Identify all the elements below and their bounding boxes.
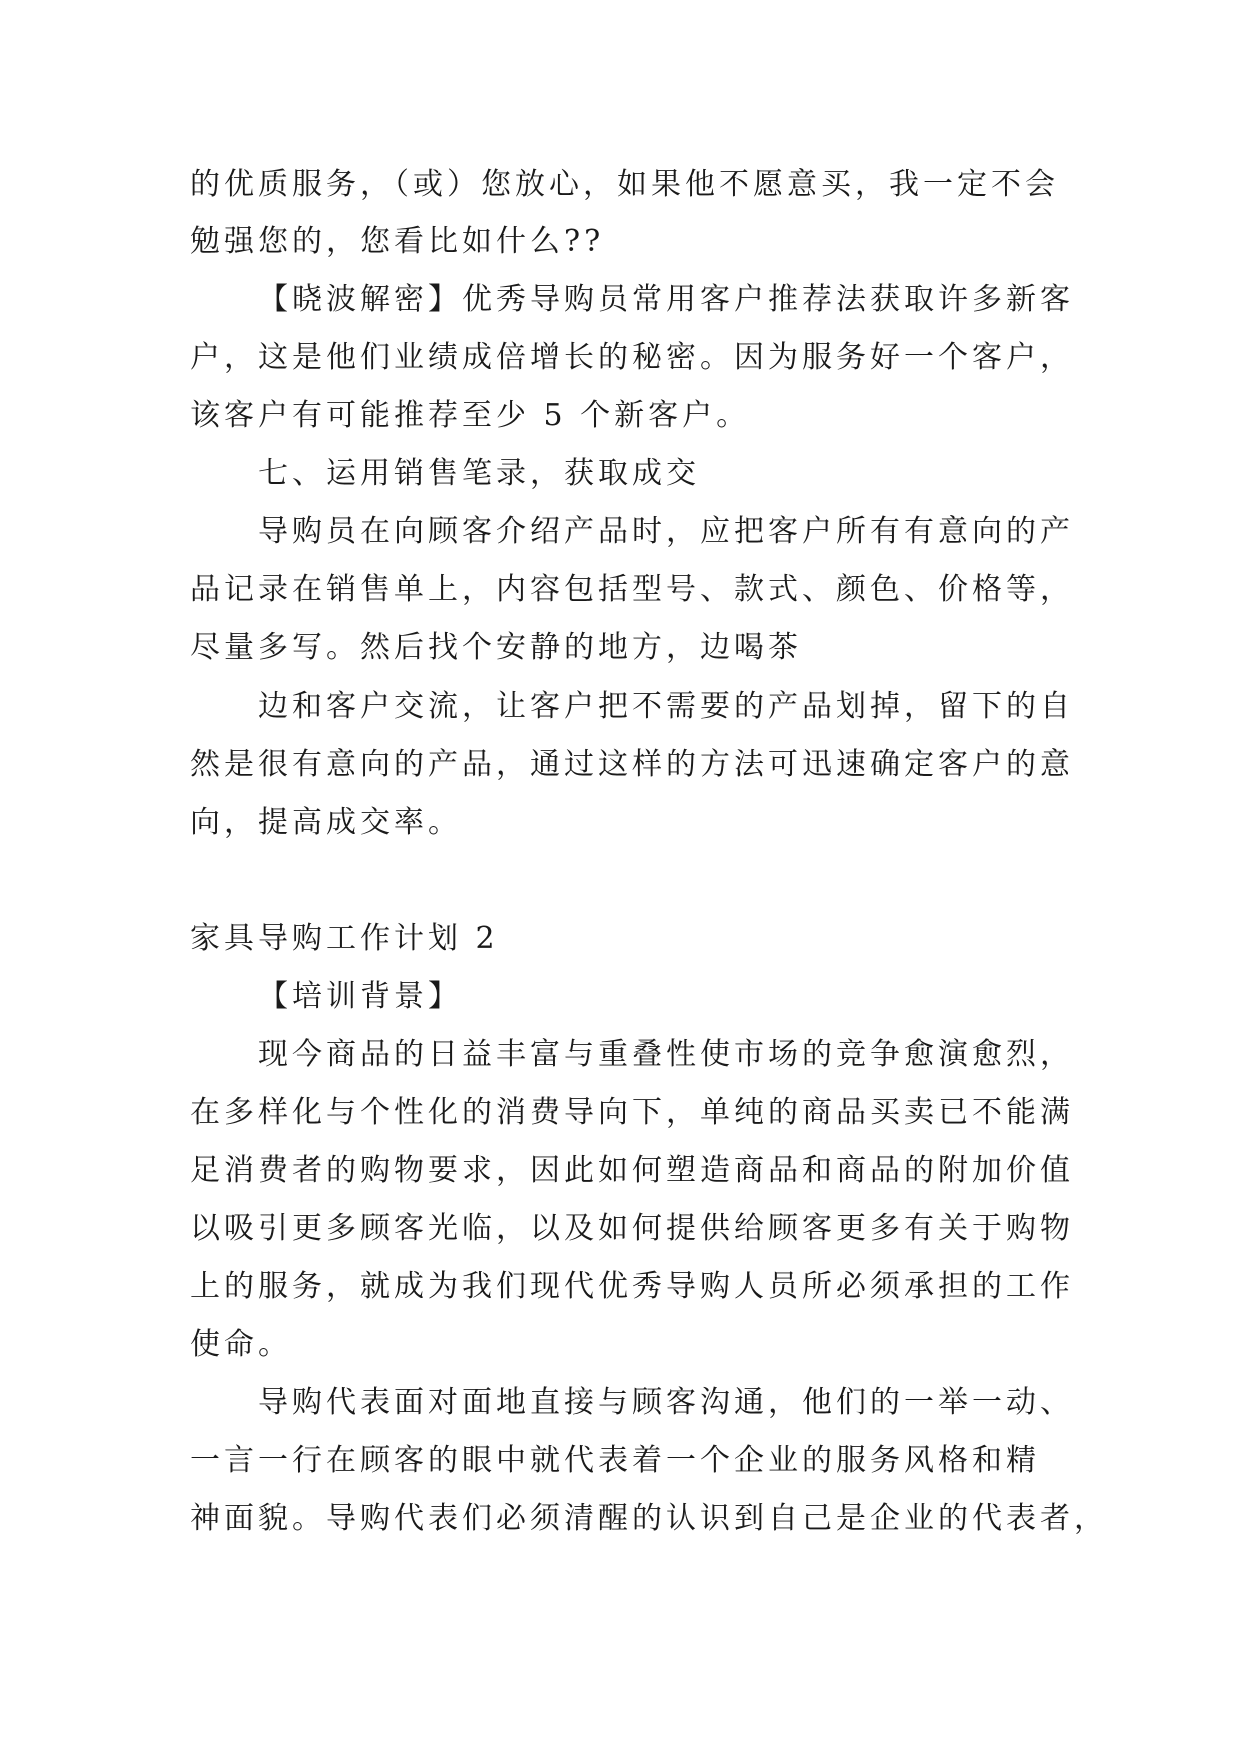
paragraph-training-background: 现今商品的日益丰富与重叠性使市场的竞争愈演愈烈， xyxy=(258,1037,1074,1072)
text-line: 向，提高成交率。 xyxy=(190,805,462,840)
text-line: 该客户有可能推荐至少 5 个新客户。 xyxy=(190,398,751,433)
text-line: 神面貌。导购代表们必须清醒的认识到自己是企业的代表者， xyxy=(190,1501,1108,1536)
paragraph-xiaobo-secret: 【晓波解密】优秀导购员常用客户推荐法获取许多新客 xyxy=(258,282,1074,317)
text-line: 上的服务，就成为我们现代优秀导购人员所必须承担的工作 xyxy=(190,1269,1074,1304)
text-line: 然是很有意向的产品，通过这样的方法可迅速确定客户的意 xyxy=(190,747,1074,782)
text-line: 使命。 xyxy=(190,1327,292,1362)
paragraph-sales-notes: 导购员在向顾客介绍产品时，应把客户所有有意向的产 xyxy=(258,514,1074,549)
text-line: 的优质服务，（或）您放心，如果他不愿意买，我一定不会 xyxy=(190,167,1059,202)
text-line: 户，这是他们业绩成倍增长的秘密。因为服务好一个客户， xyxy=(190,340,1074,375)
text-line: 一言一行在顾客的眼中就代表着一个企业的服务风格和精 xyxy=(190,1443,1040,1478)
paragraph-sales-representatives: 导购代表面对面地直接与顾客沟通，他们的一举一动、 xyxy=(258,1385,1074,1420)
text-line: 品记录在销售单上，内容包括型号、款式、颜色、价格等， xyxy=(190,572,1074,607)
text-line: 尽量多写。然后找个安静的地方，边喝茶 xyxy=(190,630,802,665)
text-line: 在多样化与个性化的消费导向下，单纯的商品买卖已不能满 xyxy=(190,1095,1074,1130)
text-line: 以吸引更多顾客光临，以及如何提供给顾客更多有关于购物 xyxy=(190,1211,1074,1246)
document-title: 家具导购工作计划 2 xyxy=(190,921,499,956)
training-background-heading: 【培训背景】 xyxy=(258,979,462,1014)
text-line: 足消费者的购物要求，因此如何塑造商品和商品的附加价值 xyxy=(190,1153,1074,1188)
paragraph-customer-exchange: 边和客户交流，让客户把不需要的产品划掉，留下的自 xyxy=(258,689,1074,724)
text-line: 勉强您的，您看比如什么?? xyxy=(190,224,605,259)
section-heading-seven: 七、运用销售笔录，获取成交 xyxy=(258,456,700,491)
